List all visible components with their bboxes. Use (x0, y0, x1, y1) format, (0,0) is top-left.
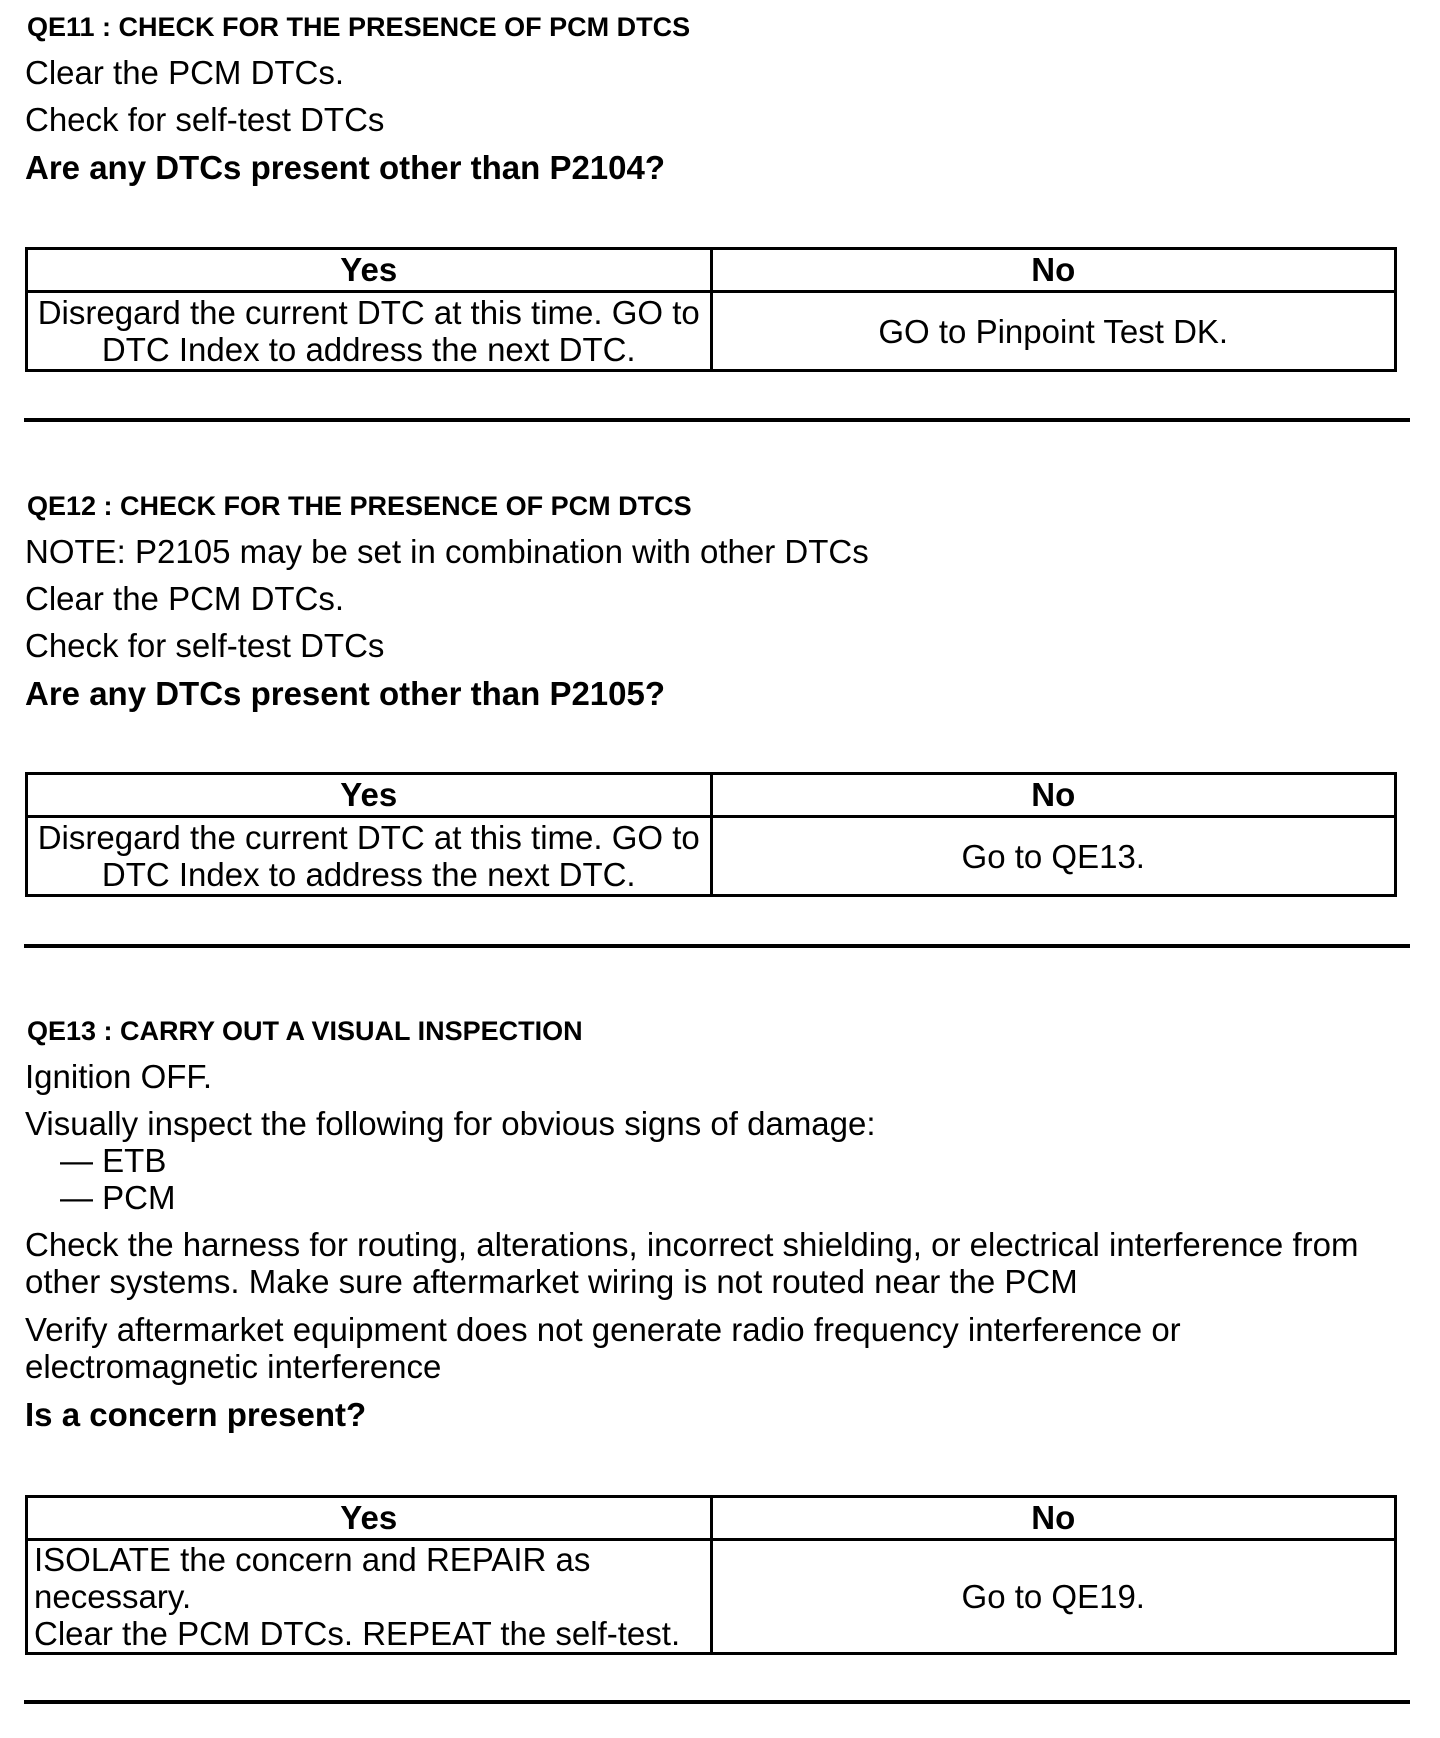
qe13-step-4-line-2: electromagnetic interference (25, 1348, 442, 1385)
qe13-yes-line-2: necessary. (34, 1578, 192, 1615)
qe12-yes-line-2: DTC Index to address the next DTC. (101, 856, 636, 893)
qe11-no-cell: GO to Pinpoint Test DK. (711, 292, 1396, 371)
qe11-yes-cell (27, 292, 712, 371)
qe13-question: Is a concern present? (25, 1396, 367, 1433)
qe11-step-2: Check for self-test DTCs (25, 101, 385, 138)
qe12-heading: QE12 : CHECK FOR THE PRESENCE OF PCM DTCS (27, 491, 692, 521)
qe11-divider (24, 418, 1410, 422)
qe11-no-header: No (711, 249, 1396, 292)
qe13-step-1: Ignition OFF. (25, 1058, 213, 1095)
qe13-divider (24, 1700, 1410, 1704)
qe13-bullet-pcm: — PCM (60, 1179, 176, 1216)
qe12-note: NOTE: P2105 may be set in combination with other DTCs (25, 533, 869, 570)
qe12-question: Are any DTCs present other than P2105? (25, 675, 666, 712)
qe11-heading: QE11 : CHECK FOR THE PRESENCE OF PCM DTCS (27, 12, 691, 42)
qe12-step-1: Clear the PCM DTCs. (25, 580, 345, 617)
qe11-yes-header: Yes (27, 249, 712, 292)
qe13-yes-line-3: Clear the PCM DTCs. REPEAT the self-test. (34, 1615, 681, 1652)
qe13-no-cell: Go to QE19. (711, 1540, 1396, 1654)
qe13-step-3-line-1: Check the harness for routing, alterations, incorrect shielding, or electrical interference from (25, 1226, 1359, 1263)
qe13-yes-cell (27, 1540, 712, 1654)
qe11-answer-table (25, 247, 1397, 372)
qe11-step-1: Clear the PCM DTCs. (25, 54, 345, 91)
qe13-yes-header: Yes (27, 1497, 712, 1540)
qe13-heading: QE13 : CARRY OUT A VISUAL INSPECTION (27, 1016, 583, 1046)
qe13-answer-table (25, 1495, 1397, 1655)
qe13-bullet-etb: — ETB (60, 1142, 167, 1179)
qe13-yes-line-1: ISOLATE the concern and REPAIR as (34, 1541, 591, 1578)
qe11-question: Are any DTCs present other than P2104? (25, 149, 666, 186)
qe11-yes-line-1: Disregard the current DTC at this time. GO to (37, 294, 700, 331)
qe13-step-2: Visually inspect the following for obvious signs of damage: (25, 1105, 876, 1142)
qe12-yes-line-1: Disregard the current DTC at this time. GO to (37, 819, 700, 856)
qe11-yes-line-2: DTC Index to address the next DTC. (101, 331, 636, 368)
qe13-step-3-line-2: other systems. Make sure aftermarket wiring is not routed near the PCM (25, 1263, 1078, 1300)
qe12-step-2: Check for self-test DTCs (25, 627, 385, 664)
qe13-no-header: No (711, 1497, 1396, 1540)
qe12-yes-cell (27, 817, 712, 896)
qe12-no-header: No (711, 774, 1396, 817)
qe12-no-cell: Go to QE13. (711, 817, 1396, 896)
qe13-step-4-line-1: Verify aftermarket equipment does not generate radio frequency interference or (25, 1311, 1181, 1348)
qe12-answer-table (25, 772, 1397, 897)
qe12-yes-header: Yes (27, 774, 712, 817)
qe12-divider (24, 944, 1410, 948)
